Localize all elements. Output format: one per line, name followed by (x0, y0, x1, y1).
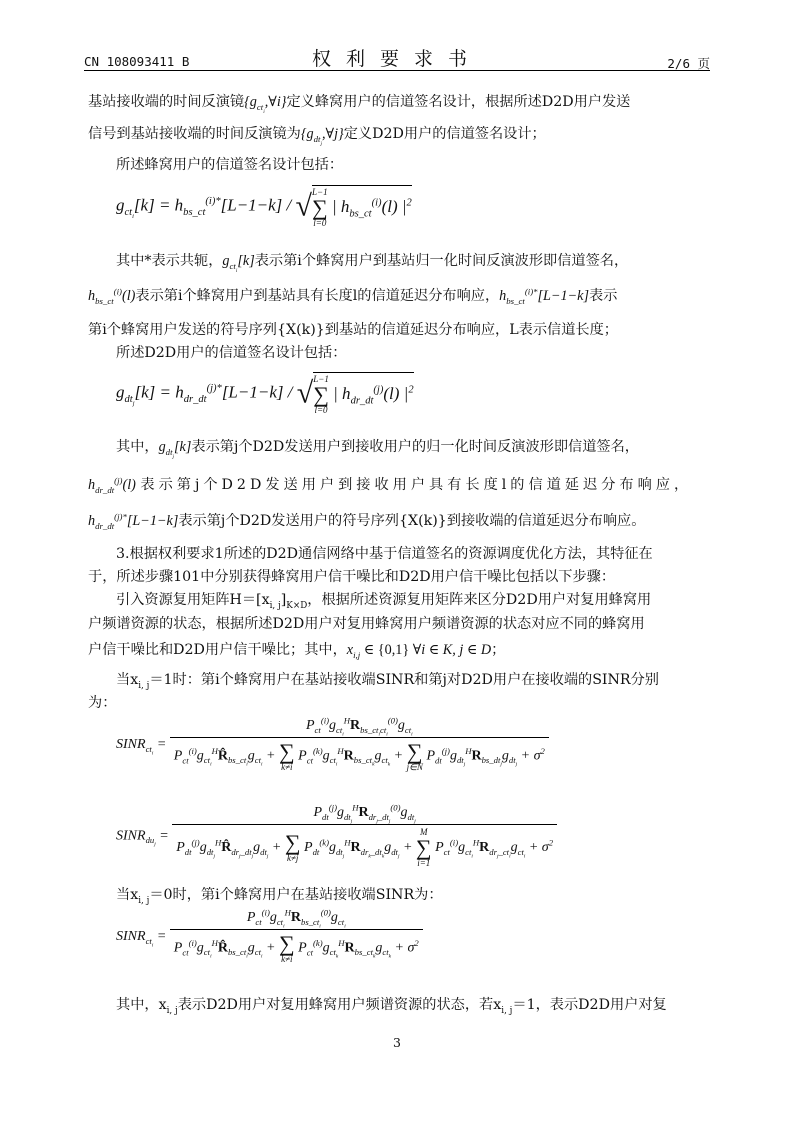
document-type-title: 权利要求书 (311, 48, 482, 70)
text-line: 其中*表示共轭，$g_{ct_i}[k]$表示第i个蜂窝用户到基站归一化时间反演波形即信道签名， (116, 253, 629, 274)
equation-d2d-signature: $g_{dt_j}[k] = h_{dr\_dt}^{(j)*}[L-1-k]$ / √ L−1 ∑ l=0 | $h_{dr\_dt}^{(j)}(l)$ $|^2$ (116, 374, 414, 415)
text-line: 当$x_{i, j}=1$时：第i个蜂窝用户在基站接收端SINR和第j对D2D用户在接收端的SINR分别 (116, 672, 659, 691)
text-line: 第i个蜂窝用户发送的符号序列{X(k)}到基站的信道延迟分布响应，L表示信道长度； (88, 322, 618, 338)
text-line: $h_{dr\_dt}^{(j)}(l)$ 表示第j个D2D发送用户到接收用户具有长度l的信道延迟分布响应， (88, 475, 693, 495)
text-line: 信号到基站接收端的时间反演镜为$\{g_{dt_j},\forall j\}$定义D2D用户的信道签名设计； (88, 126, 546, 147)
text-line: $h_{dr\_dt}^{(j)*}[L-1-k]$表示第j个D2D发送用户的符号序列{X(k)}到接收端的信道延迟分布响应。 (88, 511, 646, 531)
equation-sinr-cellular-no-reuse: $SINR_{ct_i}$ = $P_{ct}^{(i)}g_{ct_i}^HR_{bs\_ct_i}^{(0)}g_{ct_i}$ $P_{ct}^{(i)}g_{ct_i}^HR̂_{bs\_ct_i}g_{ct_i}$ + ∑ k≠i $P_{ct}^{(k)}g_{ct_k}^HR_{bs\_ct_k}g_{ct_k} + \sigma^2$ (116, 910, 423, 964)
text-line: 3.根据权利要求1所述的D2D通信网络中基于信道签名的资源调度优化方法，其特征在 (116, 546, 653, 562)
patent-number: CN 108093411 B (84, 54, 190, 69)
page-header (84, 38, 710, 71)
page-number: 3 (393, 1035, 401, 1050)
equation-sinr-d2d: $SINR_{du_j}$ = $P_{dt}^{(j)}g_{dt_j}^HR_{dr_j\_dt_j}^{(0)}g_{dt_j}$ $P_{dt}^{(j)}g_{dt_j}^HR̂_{dr_j\_dt_j}g_{dt_j}$ + ∑ k≠j $P_{dt}^{(k)}g_{dt_j}^HR_{dr_k\_dt_k}g_{dt_j}$ + M ∑ i=1 $P_{ct}^{(i)}g_{ct_i}^HR_{dr_j\_ct_i}g_{ct_i} + \sigma^2$ (116, 805, 557, 868)
text-line: 基站接收端的时间反演镜$\{g_{ct_i},\forall i\}$定义蜂窝用户的信道签名设计，根据所述D2D用户发送 (88, 94, 631, 115)
text-line: 所述蜂窝用户的信道签名设计包括： (116, 157, 344, 173)
page-count: 2/6 页 (667, 56, 710, 71)
text-line: 户频谱资源的状态，根据所述D2D用户对复用蜂窝用户频谱资源的状态对应不同的蜂窝用 (88, 616, 645, 632)
text-line: 引入资源复用矩阵$H=[x_{i, j}]_{K\times D}$，根据所述资源复用矩阵来区分D2D用户对复用蜂窝用 (116, 592, 652, 611)
text-line: 为： (88, 695, 117, 711)
header-rule (84, 70, 710, 71)
text-line: 于，所述步骤101中分别获得蜂窝用户信干噪比和D2D用户信干噪比包括以下步骤： (88, 569, 616, 585)
equation-cellular-signature: $g_{ct_i}[k] = h_{bs\_ct}^{(i)*}[L-1-k]$ / √ L−1 ∑ l=0 | $h_{bs\_ct}^{(i)}(l)$ $|^2$ (116, 187, 412, 228)
text-line: $h_{bs\_ct}^{(i)}(l)$表示第i个蜂窝用户到基站具有长度l的信道延迟分布响应，$h_{bs\_ct}^{(i)*}[L-1-k]$表示 (88, 286, 618, 306)
text-line: 当$x_{i, j}=0$时，第i个蜂窝用户在基站接收端SINR为： (116, 887, 443, 906)
text-line: 其中，$g_{dt_j}[k]$表示第j个D2D发送用户到接收用户的归一化时间反演波形即信道签名， (116, 439, 639, 460)
equation-sinr-cellular: $SINR_{ct_i}$ = $P_{ct}^{(i)}g_{ct_i}^HR_{bs\_ct_ict_i}^{(0)}g_{ct_i}$ $P_{ct}^{(i)}g_{ct_i}^HR̂_{bs\_ct_i}g_{ct_i}$ + ∑ k≠i $P_{ct}^{(k)}g_{ct_i}^HR_{bs\_ct_k}g_{ct_k}$ + ∑ j∈N $P_{dt}^{(j)}g_{dt_j}^HR_{bs\_dt_j}g_{dt_j} + \sigma^2$ (116, 718, 549, 772)
text-line: 其中，$x_{i, j}$表示D2D用户对复用蜂窝用户频谱资源的状态，若$x_{i, j}=1$，表示D2D用户对复 (116, 997, 667, 1016)
text-line: 户信干噪比和D2D用户信干噪比；其中，$x_{i,j}$ ∈ {0,1} ∀i ∈ K, j ∈ D； (88, 642, 506, 660)
text-line: 所述D2D用户的信道签名设计包括： (116, 345, 347, 361)
